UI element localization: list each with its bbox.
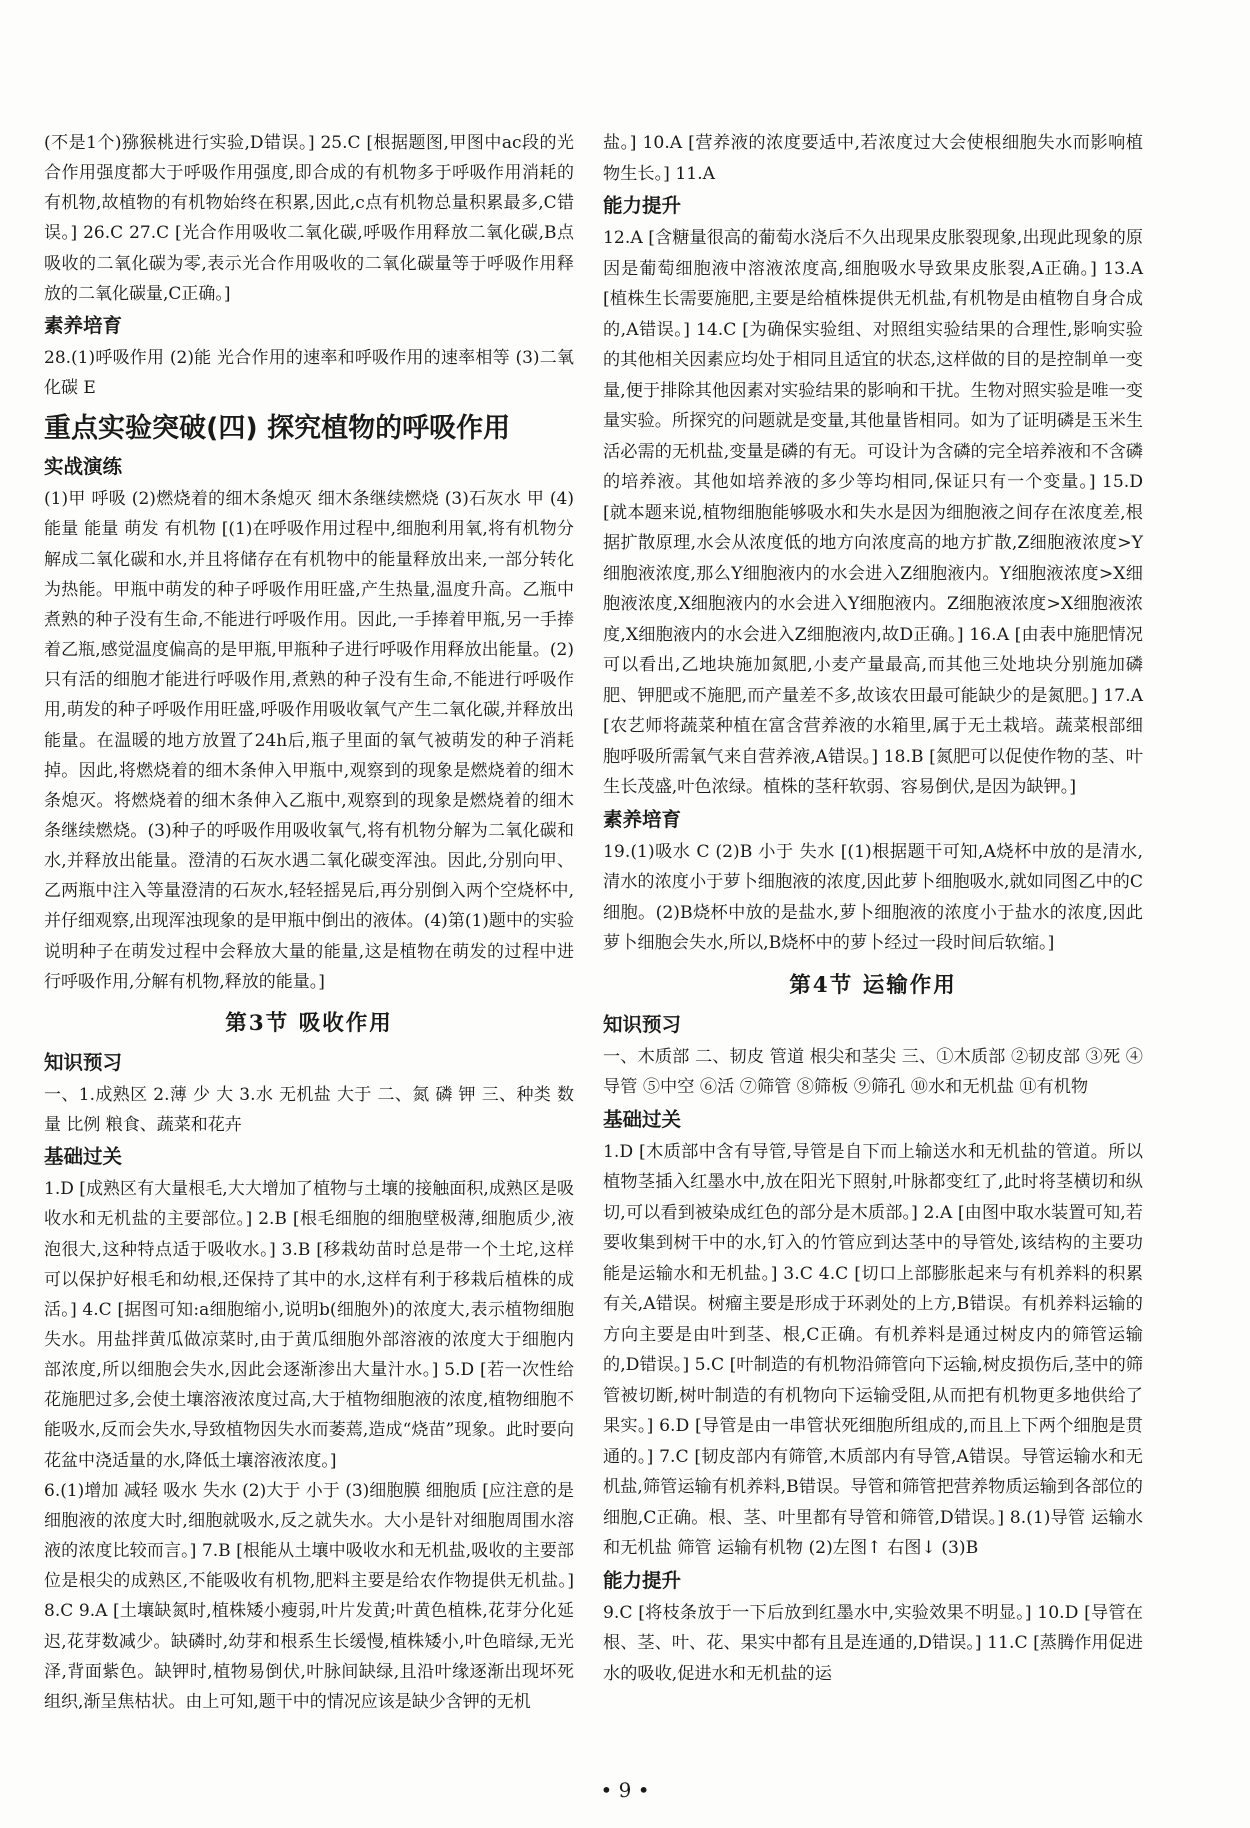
section-heading: 实战演练 [44,455,123,479]
answer-paragraph: 1.D [木质部中含有导管,导管是自下而上输送水和无机盐的管道。所以植物茎插入红墨水中,放在阳光下照射,叶脉都变红了,此时将茎横切和纵切,可以看到被染成红色的部分是木质部。] 2.A [由图中取水装置可知,若要收集到树干中的水,钉入的竹管应到达茎中的导管处,该结构的主要功能是运输水和无机盐。] 3.C 4.C [切口上部膨胀起来与有机养料的积累有关,A错误。树瘤主要是形成于环剥处的上方,B错误。有机养料运输的方向主要是由叶到茎、根,C正确。有机养料是通过树皮内的筛管运输的,D错误。] 5.C [叶制造的有机物沿筛管向下运输,树皮损伤后,茎中的筛管被切断,树叶制造的有机物向下运输受阻,从而把有机物更多地供给了果实。] 6.D [导管是由一串管状死细胞所组成的,而且上下两个细胞是贯通的。] 7.C [韧皮部内有筛管,木质部内有导管,A错误。导管运输水和无机盐,筛管运输有机养料,B错误。导管和筛管把营养物质运输到各部位的细胞,C正确。根、茎、叶里都有导管和筛管,D错误。] 8.(1)导管 运输水和无机盐 筛管 运输有机物 (2)左图↑ 右图↓ (3)B [603,1141,1143,1558]
answer-paragraph: (1)甲 呼吸 (2)燃烧着的细木条熄灭 细木条继续燃烧 (3)石灰水 甲 (4)能量 能量 萌发 有机物 [(1)在呼吸作用过程中,细胞利用氧,将有机物分解成二氧化碳和水,并且将储存在有机物中的能量释放出来,一部分转化为热能。甲瓶中萌发的种子呼吸作用旺盛,产生热量,温度升高。乙瓶中煮熟的种子没有生命,不能进行呼吸作用。因此,一手捧着甲瓶,另一手捧着乙瓶,感觉温度偏高的是甲瓶,甲瓶种子进行呼吸作用释放出能量。(2)只有活的细胞才能进行呼吸作用,煮熟的种子没有生命,不能进行呼吸作用,萌发的种子呼吸作用旺盛,呼吸作用吸收氧气产生二氧化碳,并释放出能量。在温暖的地方放置了24h后,瓶子里面的氧气被萌发的种子消耗掉。因此,将燃烧着的细木条伸入甲瓶中,观察到的现象是燃烧着的细木条熄灭。将燃烧着的细木条伸入乙瓶中,观察到的现象是燃烧着的细木条继续燃烧。(3)种子的呼吸作用吸收氧气,将有机物分解为二氧化碳和水,并释放出能量。澄清的石灰水遇二氧化碳变浑浊。因此,分别向甲、乙两瓶中注入等量澄清的石灰水,轻轻摇晃后,再分别倒入两个空烧杯中,并仔细观察,出现浑浊现象的是甲瓶中倒出的液体。(4)第(1)题中的实验说明种子在萌发过程中会释放大量的能量,这是植物在萌发的过程中进行呼吸作用,分解有机物,释放的能量。] [44,489,574,992]
answer-paragraph: 28.(1)呼吸作用 (2)能 光合作用的速率和呼吸作用的速率相等 (3)二氧化碳 E [44,347,574,399]
section-heading: 知识预习 [44,1050,123,1074]
right-column [603,128,1143,1689]
answer-paragraph: 19.(1)吸水 C (2)B 小于 失水 [(1)根据题干可知,A烧杯中放的是清水,清水的浓度小于萝卜细胞液的浓度,因此萝卜细胞吸水,就如同图乙中的C细胞。(2)B烧杯中放的是盐水,萝卜细胞液的浓度小于盐水的浓度,因此萝卜细胞会失水,所以,B烧杯中的萝卜经过一段时间后软缩。] [603,841,1143,953]
answer-paragraph: 1.D [成熟区有大量根毛,大大增加了植物与土壤的接触面积,成熟区是吸收水和无机盐的主要部位。] 2.B [根毛细胞的细胞壁极薄,细胞质少,液泡很大,这种特点适于吸收水。] 3.B [移栽幼苗时总是带一个土坨,这样可以保护好根毛和幼根,还保持了其中的水,这样有利于移栽后植株的成活。] 4.C [据图可知:a细胞缩小,说明b(细胞外)的浓度大,表示植物细胞失水。用盐拌黄瓜做凉菜时,由于黄瓜细胞外部溶液的浓度大于细胞内部浓度,所以细胞会失水,因此会逐渐渗出大量汁水。] 5.D [若一次性给花施肥过多,会使土壤溶液浓度过高,大于植物细胞液的浓度,植物细胞不能吸水,反而会失水,导致植物因失水而萎蔫,造成“烧苗”现象。此时要向花盆中浇适量的水,降低土壤溶液浓度。] [44,1179,574,1471]
section-heading: 基础过关 [603,1107,682,1131]
answer-paragraph: 9.C [将枝条放于一下后放到红墨水中,实验效果不明显。] 10.D [导管在根、茎、叶、花、果实中都有且是连通的,D错误。] 11.C [蒸腾作用促进水的吸收,促进水和无机盐的运 [603,1602,1143,1684]
left-column [44,128,574,1717]
chapter-title: 第3节 吸收作用 [225,1010,393,1036]
answer-paragraph: (不是1个)猕猴桃进行实验,D错误。] 25.C [根据题图,甲图中ac段的光合作用强度都大于呼吸作用强度,即合成的有机物多于呼吸作用消耗的有机物,故植物的有机物始终在积累,因此,c点有机物总量积累最多,C错误。] 26.C 27.C [光合作用吸收二氧化碳,呼吸作用释放二氧化碳,B点吸收的二氧化碳为零,表示光合作用吸收的二氧化碳量等于呼吸作用释放的二氧化碳量,C正确。] [44,133,574,304]
section-heading: 素养培育 [44,313,123,337]
section-heading: 能力提升 [603,1568,682,1592]
experiment-title: 重点实验突破(四) 探究植物的呼吸作用 [44,413,511,445]
section-heading: 素养培育 [603,807,682,831]
section-heading: 基础过关 [44,1145,123,1169]
answer-paragraph: 盐。] 10.A [营养液的浓度要适中,若浓度过大会使根细胞失水而影响植物生长。] 11.A [603,133,1143,184]
section-heading: 知识预习 [603,1012,682,1036]
answer-paragraph: 一、木质部 二、韧皮 管道 根尖和茎尖 三、①木质部 ②韧皮部 ③死 ④导管 ⑤中空 ⑥活 ⑦筛管 ⑧筛板 ⑨筛孔 ⑩水和无机盐 ⑪有机物 [603,1046,1143,1097]
answer-paragraph: 一、1.成熟区 2.薄 少 大 3.水 无机盐 大于 二、氮 磷 钾 三、种类 数量 比例 粮食、蔬菜和花卉 [44,1084,574,1136]
page-number: • 9 • [600,1778,650,1802]
section-heading: 能力提升 [603,194,682,217]
answer-paragraph: 12.A [含糖量很高的葡萄水浇后不久出现果皮胀裂现象,出现此现象的原因是葡萄细胞液中溶液浓度高,细胞吸水导致果皮胀裂,A正确。] 13.A [植株生长需要施肥,主要是给植株提供无机盐,有机物是由植物自身合成的,A错误。] 14.C [为确保实验组、对照组实验结果的合理性,影响实验的其他相关因素应均处于相同且适宜的状态,这样做的目的是控制单一变量,便于排除其他因素对实验结果的影响和干扰。生物对照实验是唯一变量实验。所探究的问题就是变量,其他量皆相同。如为了证明磷是玉米生活必需的无机盐,变量是磷的有无。可设计为含磷的完全培养液和不含磷的培养液。其他如培养液的多少等均相同,保证只有一个变量。] 15.D [就本题来说,植物细胞能够吸水和失水是因为细胞液之间存在浓度差,根据扩散原理,水会从浓度低的地方向浓度高的地方扩散,Z细胞液浓度>Y细胞液浓度,那么Y细胞液内的水会进入Z细胞液内。Y细胞液浓度>X细胞液浓度,X细胞液内的水会进入Y细胞液内。Z细胞液浓度>X细胞液浓度,X细胞液内的水会进入Z细胞液内,故D正确。] 16.A [由表中施肥情况可以看出,乙地块施加氮肥,小麦产量最高,而其他三处地块分别施加磷肥、钾肥或不施肥,而产量差不多,故该农田最可能缺少的是氮肥。] 17.A [农艺师将蔬菜种植在富含营养液的水箱里,属于无土栽培。蔬菜根部细胞呼吸所需氧气来自营养液,A错误。] 18.B [氮肥可以促使作物的茎、叶生长茂盛,叶色浓绿。植株的茎秆软弱、容易倒伏,是因为缺钾。] [603,228,1143,797]
answer-paragraph: 6.(1)增加 减轻 吸水 失水 (2)大于 小于 (3)细胞膜 细胞质 [应注意的是细胞液的浓度大时,细胞就吸水,反之就失水。大小是针对细胞周围水溶液的浓度比较而言。] 7.B [根能从土壤中吸收水和无机盐,吸收的主要部位是根尖的成熟区,不能吸收有机物,肥料主要是给农作物提供无机盐。] 8.C 9.A [土壤缺氮时,植株矮小瘦弱,叶片发黄;叶黄色植株,花芽分化延迟,花芽数减少。缺磷时,幼芽和根系生长缓慢,植株矮小,叶色暗绿,无光泽,背面紫色。缺钾时,植物易倒伏,叶脉间缺绿,且沿叶缘逐渐出现坏死组织,渐呈焦枯状。由上可知,题干中的情况应该是缺少含钾的无机 [44,1480,574,1712]
chapter-title: 第4节 运输作用 [789,972,957,998]
